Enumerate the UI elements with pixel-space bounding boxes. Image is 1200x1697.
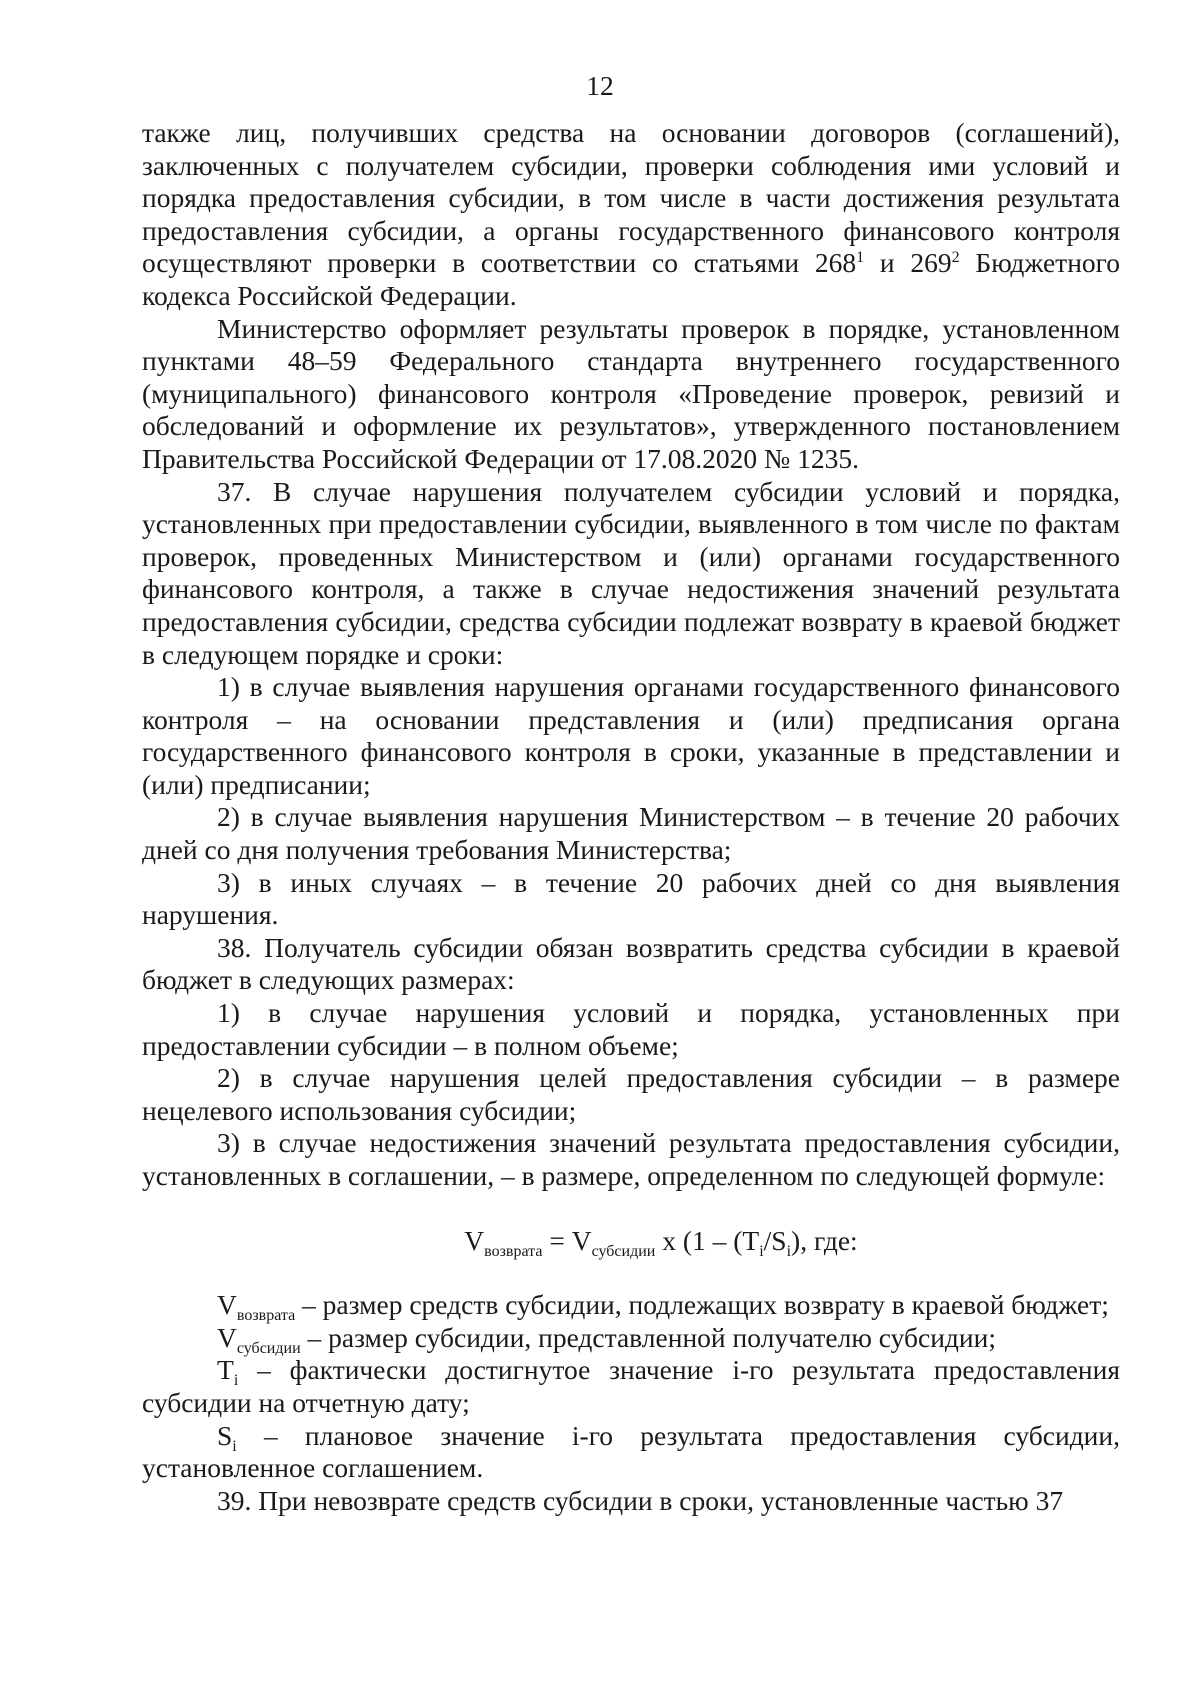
- def-s-symbol: S: [217, 1419, 233, 1451]
- def-vsub-symbol: V: [217, 1321, 237, 1353]
- formula-end: ), где:: [791, 1224, 858, 1256]
- formula-sub-return: возврата: [484, 1242, 543, 1260]
- paragraph-37-item-1: 1) в случае выявления нарушения органами государственного финансового контроля – на основании представления и (или) предписания органа государственного финансового контроля в сроки, указанные в представлении и (или) предписании;: [142, 671, 1120, 800]
- formula-slash: /S: [763, 1224, 787, 1256]
- def-vret-symbol: V: [217, 1289, 237, 1321]
- formula-eq: = V: [542, 1224, 592, 1256]
- document-body: [142, 117, 1120, 1517]
- definition-v-subsidy: [142, 1322, 1120, 1355]
- p1-sup-2: 2: [951, 249, 960, 267]
- p1-text-c: Бюджетного кодекса Российской Федерации.: [142, 247, 1121, 311]
- def-t-text: – фактически достигнутое значение i-го результата предоставления субсидии на отчетную дату;: [142, 1354, 1120, 1418]
- def-s-text: – плановое значение i-го результата предоставления субсидии, установленное соглашением.: [142, 1419, 1120, 1484]
- def-s-sub: i: [232, 1437, 237, 1455]
- p1-text-b: и 269: [864, 247, 952, 279]
- page-number: 12: [586, 70, 614, 101]
- def-vsub-text: – размер субсидии, представленной получателю субсидии;: [300, 1321, 996, 1353]
- paragraph-ministry-results: Министерство оформляет результаты проверок в порядке, установленном пунктами 48–59 Федерального стандарта внутреннего государственного (муниципального) финансового контроля «Проведение проверок, ревизий и обследований и оформление их результатов», утвержденного постановлением Правительства Российской Федерации от 17.08.2020 № 1235.: [142, 312, 1120, 474]
- paragraph-39: 39. При невозврате средств субсидии в сроки, установленные частью 37: [217, 1484, 1064, 1516]
- def-t-symbol: T: [217, 1354, 234, 1386]
- def-vsub-sub: субсидии: [236, 1339, 301, 1357]
- formula-sub-i1: i: [759, 1242, 764, 1260]
- formula-v: V: [464, 1224, 485, 1256]
- return-formula: [142, 1193, 1120, 1290]
- paragraph-37: 37. В случае нарушения получателем субсидии условий и порядка, установленных при предоставлении субсидии, выявленного в том числе по фактам проверок, проведенных Министерством и (или) органами государственного финансового контроля, а также в случае недостижения значений результата предоставления субсидии, средства субсидии подлежат возврату в краевой бюджет в следующем порядке и сроки:: [142, 475, 1120, 670]
- paragraph-38-item-2: 2) в случае нарушения целей предоставления субсидии – в размере нецелевого использования субсидии;: [142, 1062, 1120, 1126]
- p1-text-a: также лиц, получивших средства на основании договоров (соглашений), заключенных с получателем субсидии, проверки соблюдения ими условий и порядка предоставления субсидии, в том числе в части достижения результата предоставления субсидии, а органы государственного финансового контроля осуществляют проверки в соответствии со статьями 268: [142, 117, 1120, 279]
- definition-s: [142, 1420, 1120, 1485]
- formula-sub-subsidy: субсидии: [591, 1242, 656, 1260]
- definition-t: [142, 1354, 1120, 1419]
- formula-mid: x (1 – (T: [655, 1224, 760, 1256]
- paragraph-38-item-3: 3) в случае недостижения значений результата предоставления субсидии, установленных в соглашении, – в размере, определенном по следующей формуле:: [142, 1127, 1120, 1191]
- paragraph-37-item-3: 3) в иных случаях – в течение 20 рабочих дней со дня выявления нарушения.: [142, 866, 1120, 931]
- formula-sub-i2: i: [786, 1242, 792, 1260]
- def-t-sub: i: [233, 1372, 239, 1390]
- def-vret-text: – размер средств субсидии, подлежащих возврату в краевой бюджет;: [295, 1289, 1109, 1321]
- definition-v-return: [142, 1289, 1120, 1325]
- paragraph-37-item-2: 2) в случае выявления нарушения Министерством – в течение 20 рабочих дней со дня получения требования Министерства;: [142, 801, 1120, 866]
- paragraph-38-item-1: 1) в случае нарушения условий и порядка, установленных при предоставлении субсидии – в полном объеме;: [142, 997, 1120, 1061]
- def-vret-sub: возврата: [236, 1307, 296, 1325]
- paragraph-continuation: [142, 117, 1120, 313]
- p1-sup-1: 1: [856, 249, 865, 267]
- paragraph-38: 38. Получатель субсидии обязан возвратить средства субсидии в краевой бюджет в следующих размерах:: [142, 931, 1120, 996]
